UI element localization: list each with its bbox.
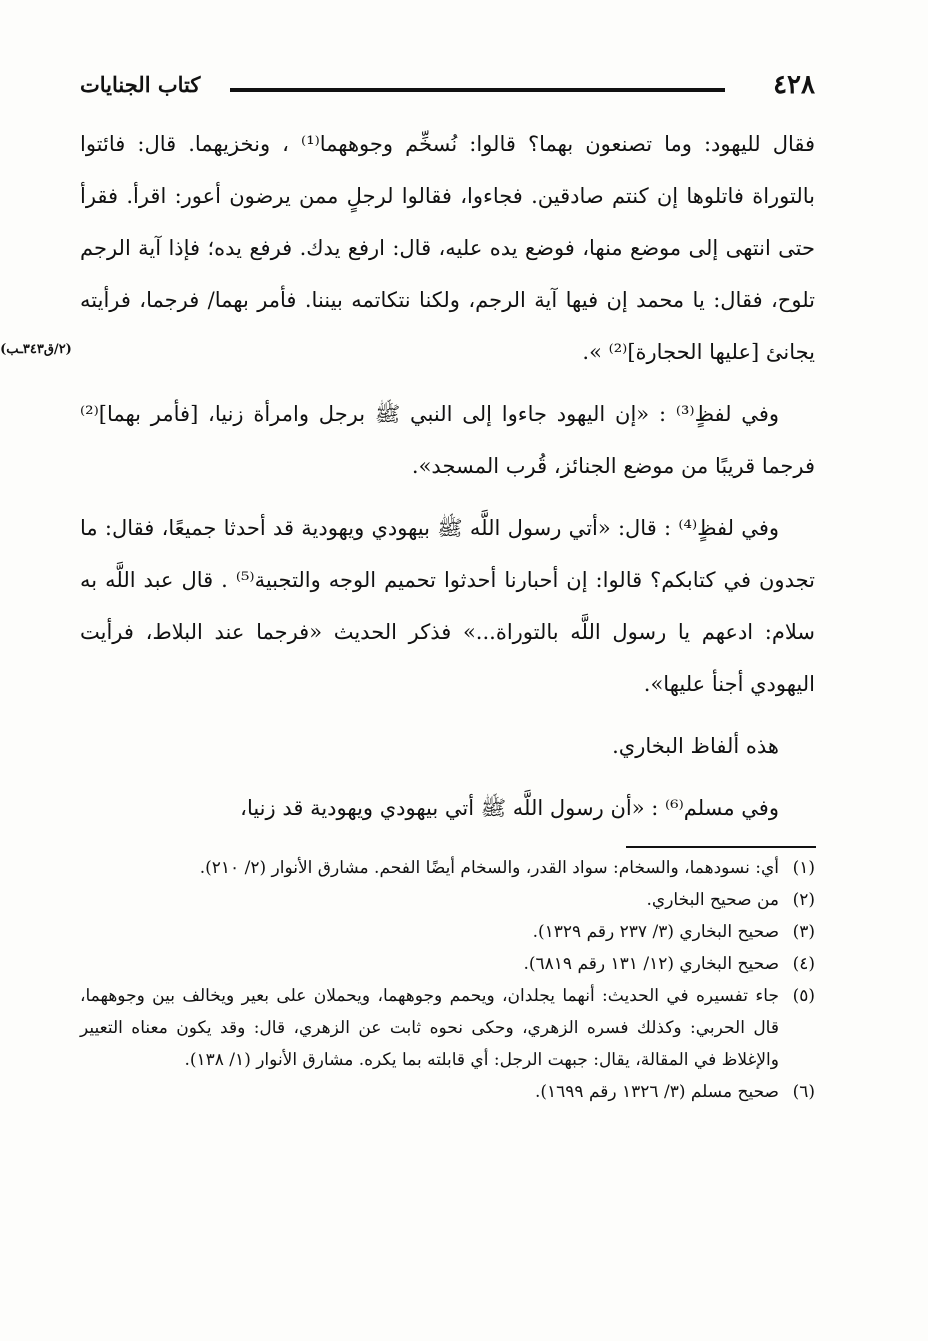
paragraph-5: وفي مسلم⁽⁶⁾ : «أن رسول اللَّه ﷺ أتي بيهودي ويهودية قد زنيا،: [240, 796, 779, 820]
footnote-text: أي: نسودهما، والسخام: سواد القدر، والسخام أيضًا الفحم. مشارق الأنوار (٢/ ٢١٠).: [199, 858, 779, 878]
footnote-text: صحيح البخاري (١٢/ ١٣١ رقم ٦٨١٩).: [523, 954, 779, 974]
footnote-6: [80, 1076, 815, 1108]
footnote-text: جاء تفسيره في الحديث: أنهما يجلدان، ويحمم وجوههما، ويحملان على بعير ويخالف بين وجوههما، قال الحربي: وكذلك فسره الزهري، وحكى نحوه ثابت عن الزهري، قال: وقد يكون معناه التعيير والإغلاظ في المقالة، يقال: جبهت الرجل: أي قابلته بما يكره. مشارق الأنوار (١/ ١٣٨).: [80, 986, 779, 1070]
footnote-text: صحيح مسلم (٣/ ١٣٢٦ رقم ١٦٩٩).: [534, 1082, 779, 1102]
footnote-number: (٤): [792, 954, 815, 974]
footnote-5: [80, 980, 815, 1076]
page-number: ٤٢٨: [773, 70, 815, 100]
footnote-text: صحيح البخاري (٣/ ٢٣٧ رقم ١٣٢٩).: [532, 922, 779, 942]
footnote-number: (٦): [792, 1082, 815, 1102]
footnote-1: [80, 852, 815, 884]
page-header: [80, 64, 815, 108]
footnote-text: من صحيح البخاري.: [646, 890, 779, 910]
paragraph-1: فقال لليهود: وما تصنعون بهما؟ قالوا: نُسخِّم وجوههما⁽¹⁾ ، ونخزيهما. قال: فائتوا بالتوراة فاتلوها إن كنتم صادقين. فجاءوا، فقالوا لرجلٍ ممن يرضون أعور: اقرأ. فقرأ حتى انتهى إلى موضع منها، فوضع يده عليه، قال: ارفع يدك. فرفع يده؛ فإذا آية الرجم تلوح، فقال: يا محمد إن فيها آية الرجم، ولكنا نتكاتمه بيننا. فأمر بهما/ فرجما، فرأيته يجانئ [عليها الحجارة]⁽²⁾ ».: [80, 132, 816, 364]
footnote-2: [80, 884, 815, 916]
footnote-number: (٣): [792, 922, 815, 942]
main-text: [80, 118, 815, 834]
paragraph-2: وفي لفظٍ⁽³⁾ : «إن اليهود جاءوا إلى النبي ﷺ برجل وامرأة زنيا، [فأمر بهما]⁽²⁾ فرجما قريبًا من موضع الجنائز، قُرب المسجد».: [80, 402, 815, 478]
header-rule: [230, 88, 725, 92]
footnote-3: [80, 916, 815, 948]
footnote-separator: [626, 846, 816, 848]
running-title: كتاب الجنايات: [80, 72, 201, 97]
footnote-number: (٢): [792, 890, 815, 910]
footnote-number: (١): [792, 858, 815, 878]
manuscript-folio-note: (٢/ق٣٤٣ـب): [0, 342, 72, 357]
paragraph-4: هذه ألفاظ البخاري.: [612, 734, 779, 758]
footnotes: [80, 852, 815, 1108]
footnote-number: (٥): [792, 986, 815, 1006]
paragraph-3: وفي لفظٍ⁽⁴⁾ : قال: «أتي رسول اللَّه ﷺ بيهودي ويهودية قد أحدثا جميعًا، فقال: ما تجدون في كتابكم؟ قالوا: إن أحبارنا أحدثوا تحميم الوجه والتجبية⁽⁵⁾ . قال عبد اللَّه به سلام: ادعهم يا رسول اللَّه بالتوراة...» فذكر الحديث «فرجما عند البلاط، فرأيت اليهودي أجنأ عليها».: [80, 516, 815, 696]
footnote-4: [80, 948, 815, 980]
